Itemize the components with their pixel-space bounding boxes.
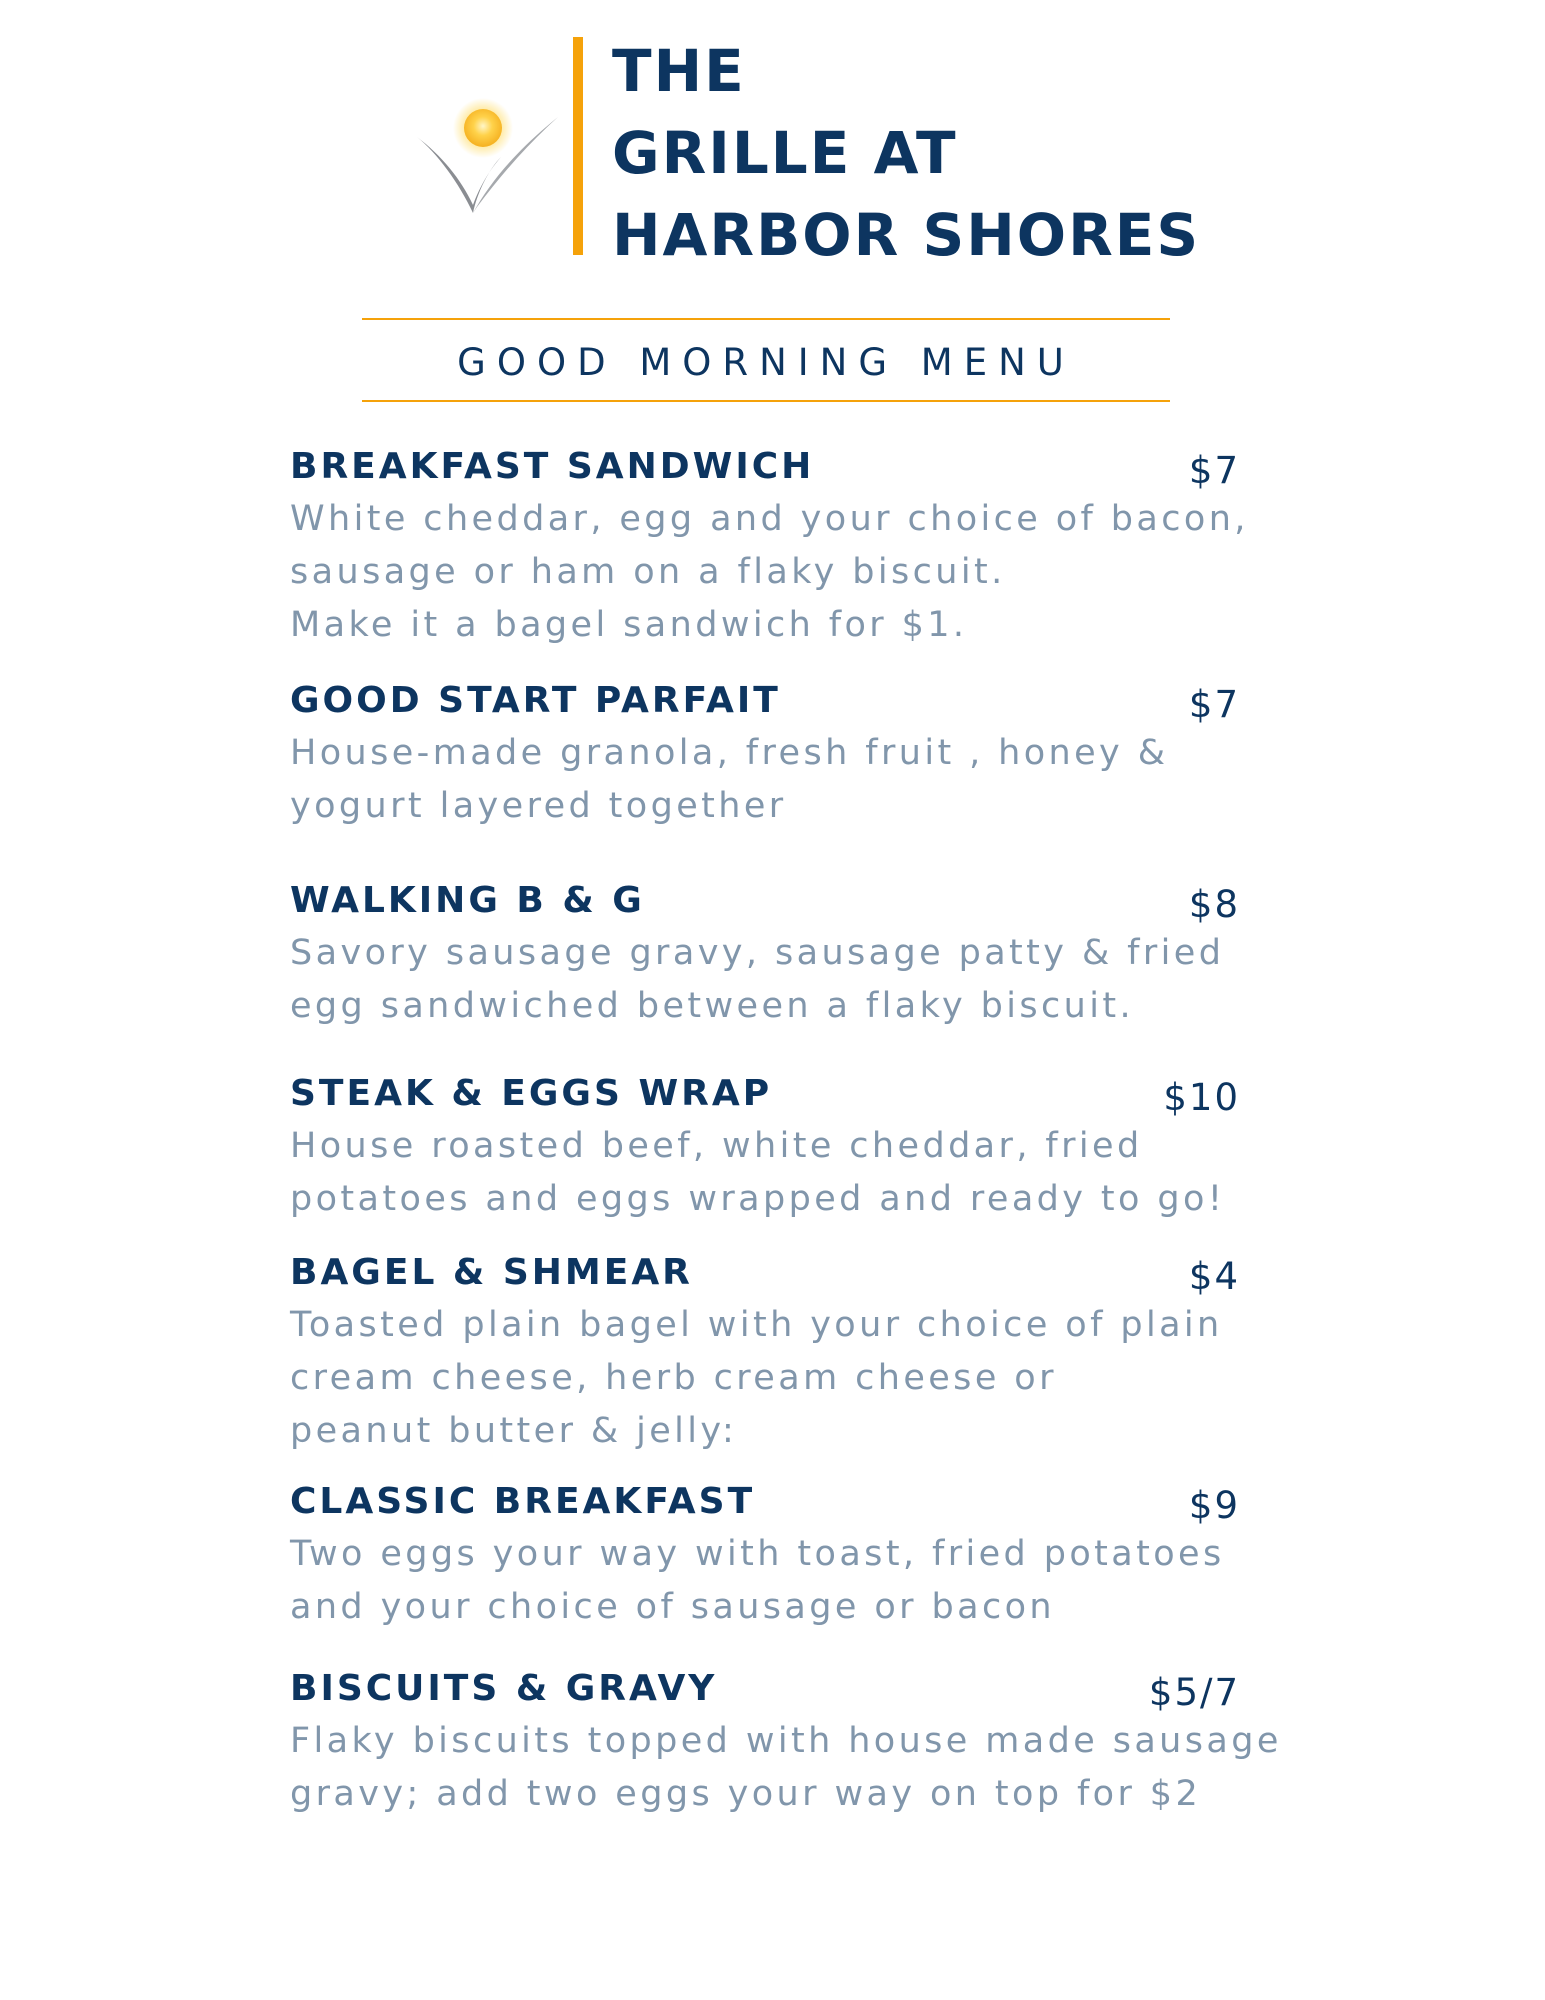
description-line: cream cheese, herb cream cheese or [290, 1358, 1057, 1398]
item-description [290, 1715, 1282, 1821]
title-line: HARBOR SHORES [612, 201, 1201, 269]
description-line: Two eggs your way with toast, fried potatoes [290, 1534, 1225, 1574]
item-description [290, 927, 1224, 1033]
title-line: GRILLE AT [612, 119, 958, 187]
description-line: peanut butter & jelly: [290, 1411, 738, 1451]
description-line: sausage or ham on a flaky biscuit. [290, 552, 1006, 592]
description-line: yogurt layered together [290, 786, 787, 826]
item-price: $7 [1188, 683, 1240, 726]
item-name: CLASSIC BREAKFAST [290, 1481, 756, 1522]
item-name: GOOD START PARFAIT [290, 680, 781, 721]
item-price: $4 [1188, 1255, 1240, 1298]
heading-bottom-rule [362, 400, 1170, 402]
item-price: $9 [1188, 1484, 1240, 1527]
item-price: $10 [1163, 1076, 1240, 1119]
item-description [290, 727, 1168, 833]
item-price: $8 [1188, 883, 1240, 926]
description-line: Make it a bagel sandwich for $1. [290, 605, 968, 645]
restaurant-title [612, 30, 1200, 276]
description-line: House roasted beef, white cheddar, fried [290, 1126, 1143, 1166]
item-name: BISCUITS & GRAVY [290, 1668, 718, 1709]
item-description [290, 1299, 1223, 1458]
item-name: WALKING B & G [290, 880, 645, 921]
item-price: $7 [1188, 449, 1240, 492]
title-line: THE [612, 37, 746, 105]
description-line: egg sandwiched between a flaky biscuit. [290, 986, 1134, 1026]
title-accent-bar [573, 37, 583, 255]
item-description [290, 493, 1249, 652]
description-line: gravy; add two eggs your way on top for $2 [290, 1774, 1202, 1814]
heading-top-rule [362, 318, 1170, 320]
description-line: Savory sausage gravy, sausage patty & fried [290, 933, 1225, 973]
item-description [290, 1120, 1225, 1226]
item-price: $5/7 [1148, 1671, 1240, 1714]
description-line: and your choice of sausage or bacon [290, 1587, 1055, 1627]
description-line: Toasted plain bagel with your choice of plain [290, 1305, 1223, 1345]
description-line: Flaky biscuits topped with house made sausage [290, 1721, 1282, 1761]
item-name: BAGEL & SHMEAR [290, 1252, 693, 1293]
description-line: House-made granola, fresh fruit , honey & [290, 733, 1169, 773]
item-description [290, 1528, 1225, 1634]
description-line: potatoes and eggs wrapped and ready to go! [290, 1179, 1226, 1219]
description-line: White cheddar, egg and your choice of bacon, [290, 499, 1249, 539]
item-name: STEAK & EGGS WRAP [290, 1073, 773, 1114]
menu-heading: GOOD MORNING MENU [457, 341, 1075, 384]
item-name: BREAKFAST SANDWICH [290, 446, 815, 487]
sun-check-logo-icon [415, 95, 560, 220]
